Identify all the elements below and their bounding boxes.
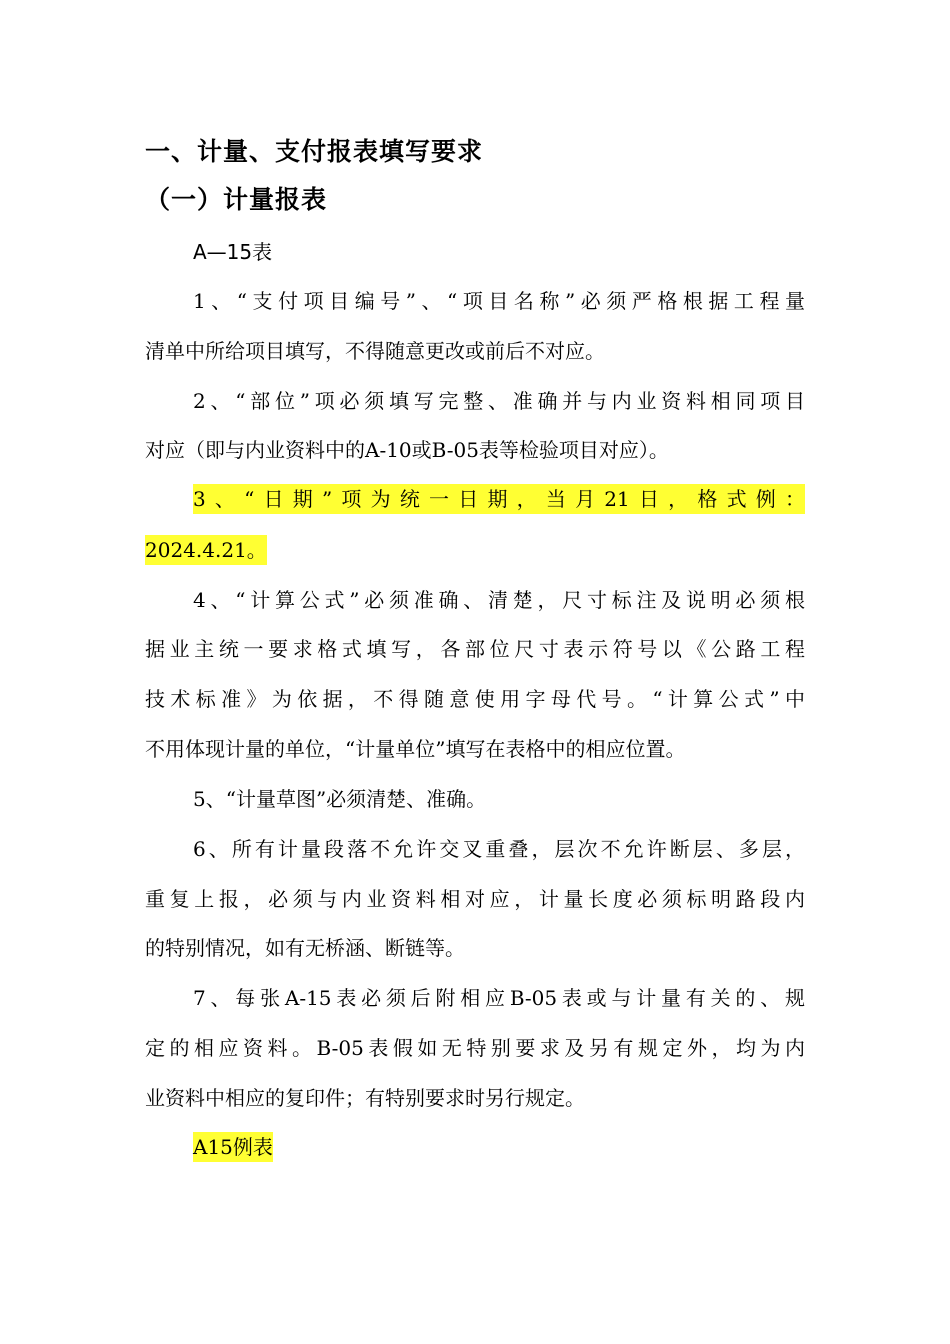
example-table-label-highlighted: A15例表 <box>193 1132 273 1162</box>
item-5-line-1: 5、“计量草图”必须清楚、准确。 <box>193 787 487 811</box>
item-3-line-2-highlighted: 2024.4.21。 <box>145 535 267 565</box>
item-4-line-3: 技术标准》为依据，不得随意使用字母代号。“计算公式”中 <box>145 687 805 711</box>
form-name-heading: A—15表 <box>193 240 273 264</box>
item-2-line-1: 2、“部位”项必须填写完整、准确并与内业资料相同项目 <box>193 389 805 413</box>
item-7-line-1: 7、每张A-15表必须后附相应B-05表或与计量有关的、规 <box>193 986 805 1010</box>
item-6-line-1: 6、所有计量段落不允许交叉重叠，层次不允许断层、多层， <box>193 837 805 861</box>
item-7-line-2: 定的相应资料。B-05表假如无特别要求及另有规定外，均为内 <box>145 1036 805 1060</box>
item-4-line-2: 据业主统一要求格式填写，各部位尺寸表示符号以《公路工程 <box>145 637 805 661</box>
item-1-line-2: 清单中所给项目填写，不得随意更改或前后不对应。 <box>145 339 605 363</box>
item-4-line-4: 不用体现计量的单位，“计量单位”填写在表格中的相应位置。 <box>145 737 686 761</box>
item-2-line-2: 对应（即与内业资料中的A-10或B-05表等检验项目对应）。 <box>145 438 669 462</box>
section-heading: 一、计量、支付报表填写要求 <box>145 137 484 166</box>
subsection-heading: （一）计量报表 <box>145 185 328 214</box>
item-3-line-1-highlighted: 3、“日期”项为统一日期，当月21日，格式例： <box>193 484 805 514</box>
item-6-line-3: 的特别情况，如有无桥涵、断链等。 <box>145 936 465 960</box>
item-7-line-3: 业资料中相应的复印件；有特别要求时另行规定。 <box>145 1086 585 1110</box>
item-1-line-1: 1、“支付项目编号”、“项目名称”必须严格根据工程量 <box>193 289 805 313</box>
item-4-line-1: 4、“计算公式”必须准确、清楚，尺寸标注及说明必须根 <box>193 588 805 612</box>
item-6-line-2: 重复上报，必须与内业资料相对应，计量长度必须标明路段内 <box>145 887 805 911</box>
